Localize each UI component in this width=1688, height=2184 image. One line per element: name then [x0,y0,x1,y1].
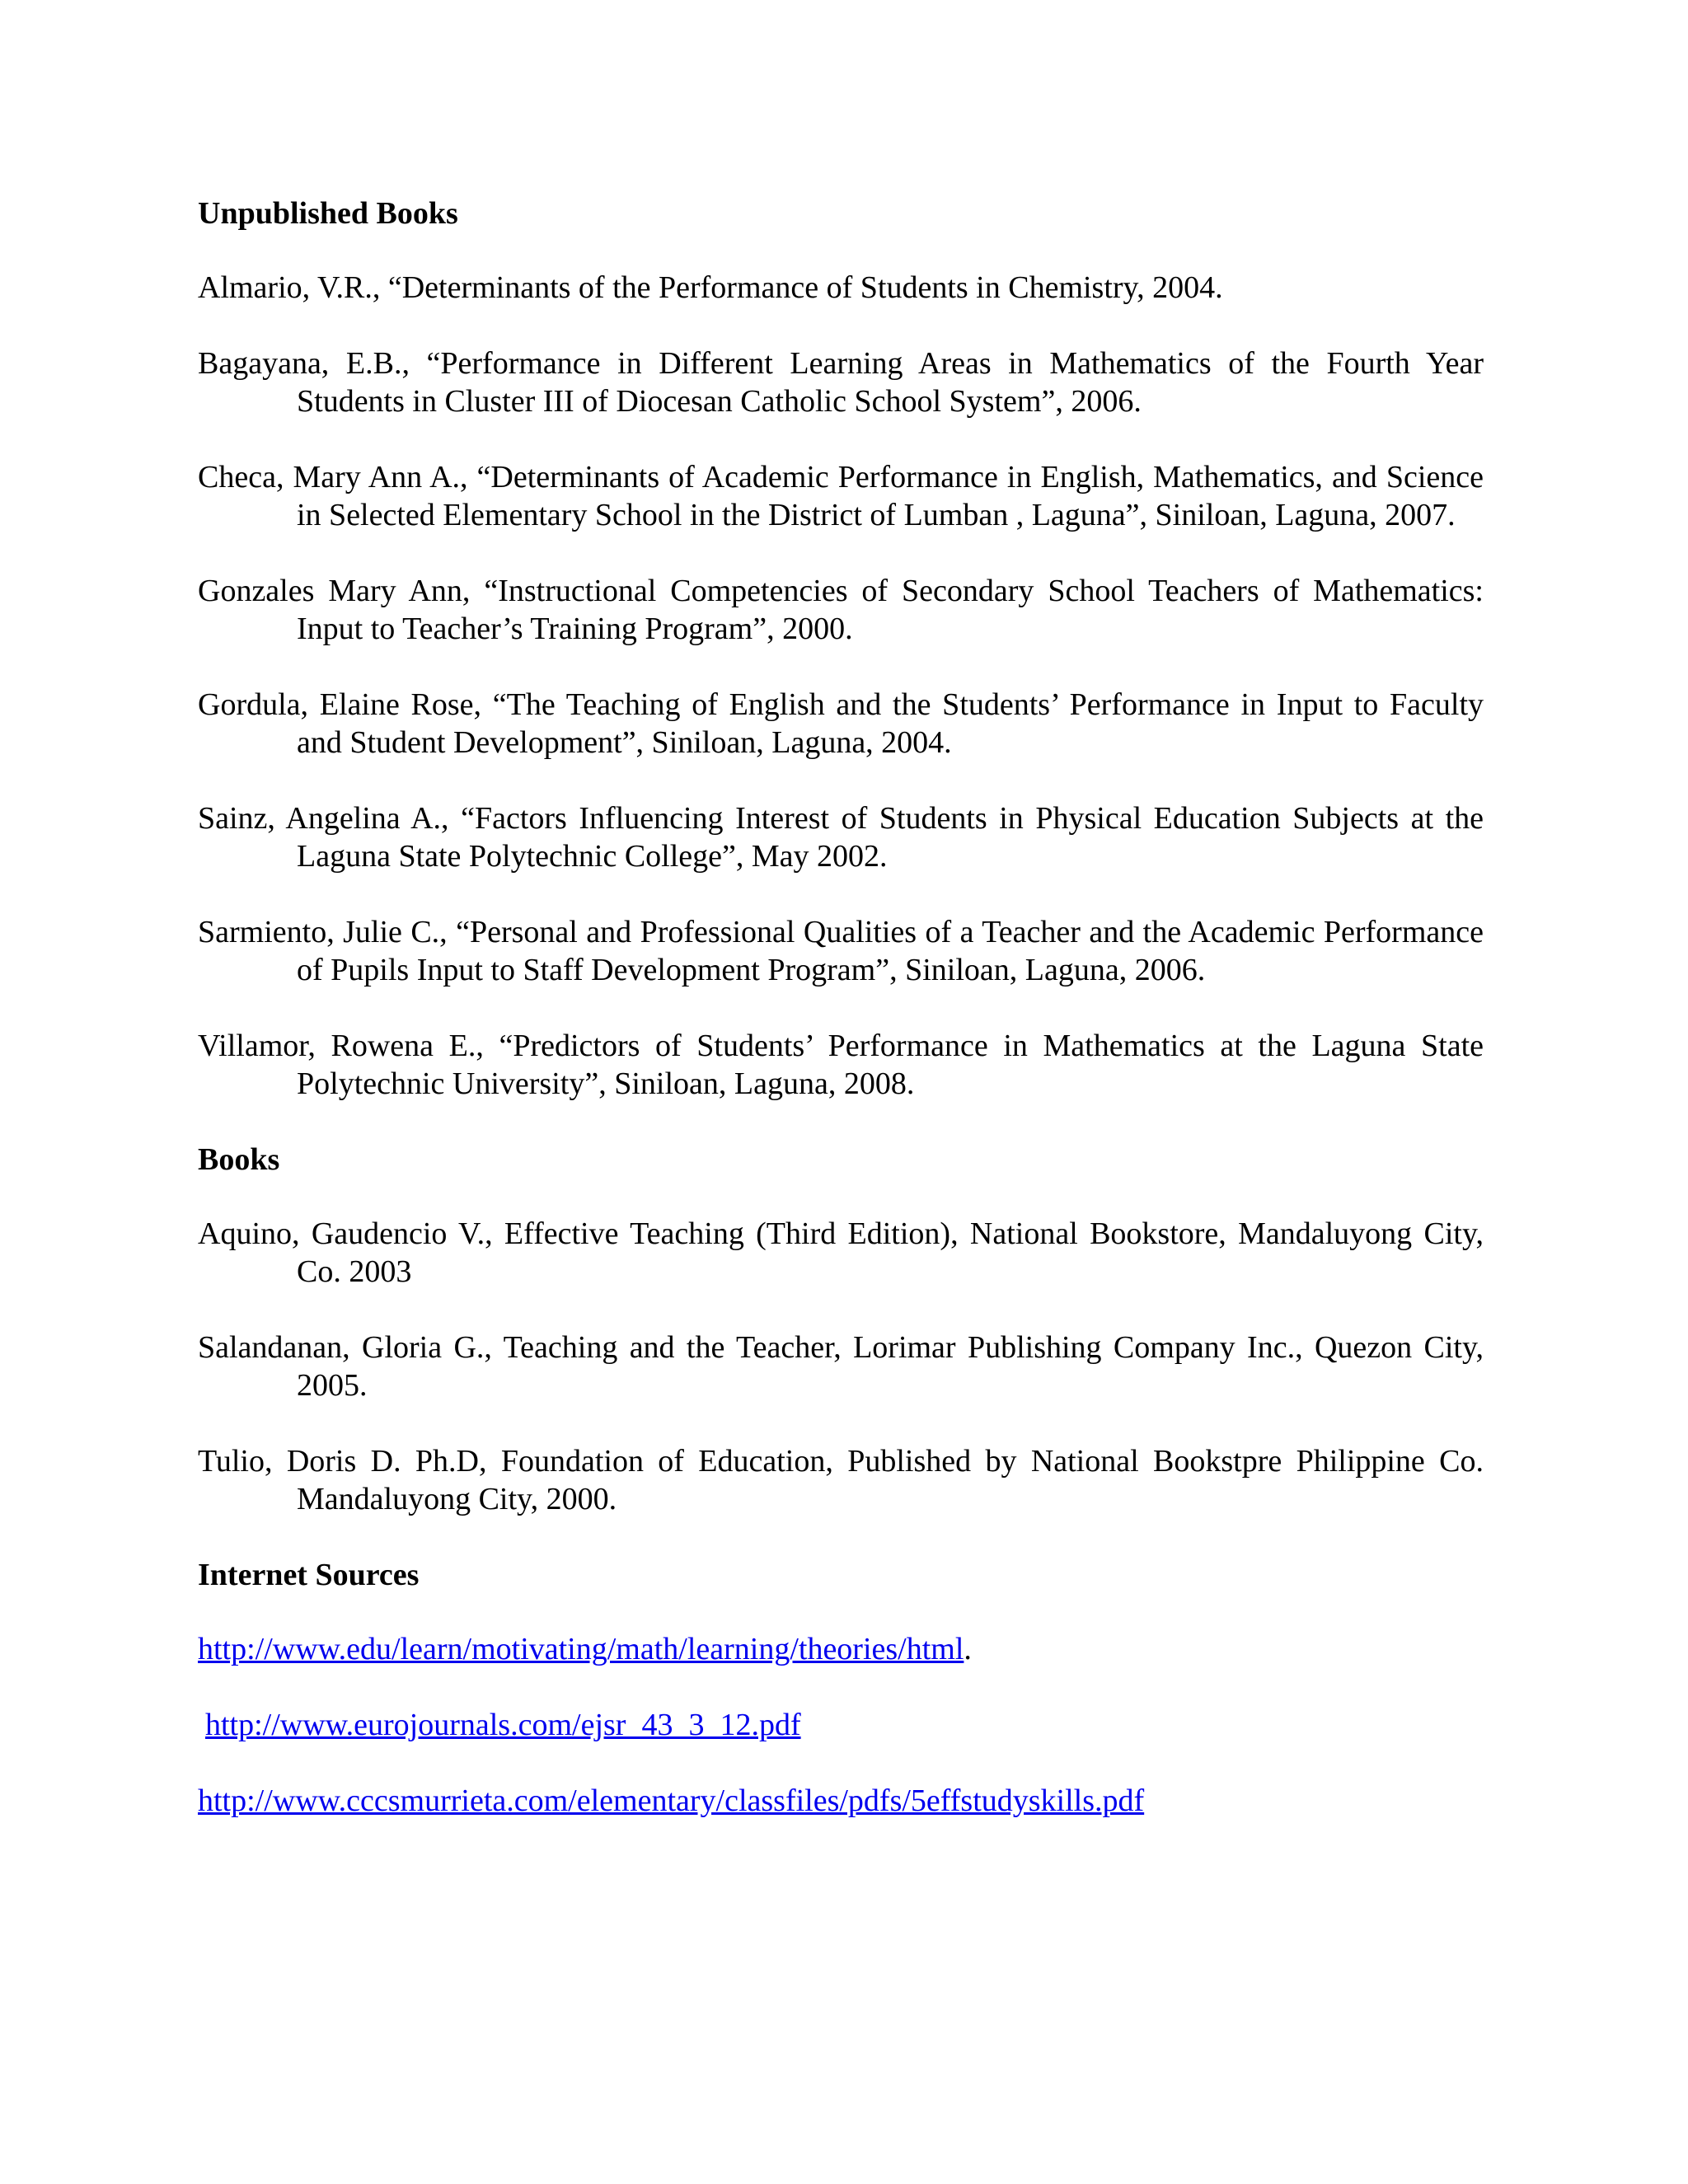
section-heading-internet-sources: Internet Sources [198,1558,420,1592]
unpublished-books-section [198,194,1484,1103]
section-heading-books: Books [198,1142,280,1177]
reference-entry: Bagayana, E.B., “Performance in Different Learning Areas in Mathematics of the Fourth Year Students in Cluster III of Diocesan Catholic School System”, 2006. [198,346,1484,419]
reference-entry: Gordula, Elaine Rose, “The Teaching of English and the Students’ Performance in Input to Faculty and Student Development”, Siniloan, Laguna, 2004. [198,687,1484,760]
document-page [198,194,1484,1858]
reference-entry: Sainz, Angelina A., “Factors Influencing Interest of Students in Physical Education Subjects at the Laguna State Polytechnic College”, May 2002. [198,801,1484,874]
internet-source-link[interactable]: http://www.eurojournals.com/ejsr_43_3_12.pdf [205,1708,801,1742]
link-line [198,1706,1484,1744]
reference-entry: Almario, V.R., “Determinants of the Performance of Students in Chemistry, 2004. [198,270,1223,305]
reference-entry: Gonzales Mary Ann, “Instructional Competencies of Secondary School Teachers of Mathematics: Input to Teacher’s Training Program”, 2000. [198,574,1484,646]
reference-entry: Villamor, Rowena E., “Predictors of Students’ Performance in Mathematics at the Laguna State Polytechnic University”, Siniloan, Laguna, 2008. [198,1029,1484,1101]
internet-source-link[interactable]: http://www.cccsmurrieta.com/elementary/classfiles/pdfs/5effstudyskills.pdf [198,1783,1145,1818]
internet-sources-section [198,1556,1484,1820]
internet-source-link[interactable]: http://www.edu/learn/motivating/math/learning/theories/html [198,1632,964,1666]
link-line [198,1782,1484,1820]
reference-entry: Aquino, Gaudencio V., Effective Teaching (Third Edition), National Bookstore, Mandaluyong City, Co. 2003 [198,1216,1484,1289]
reference-entry: Checa, Mary Ann A., “Determinants of Academic Performance in English, Mathematics, and Science in Selected Elementary School in the District of Lumban , Laguna”, Siniloan, Laguna, 2007. [198,460,1484,532]
section-heading-unpublished-books: Unpublished Books [198,196,458,231]
link-line [198,1630,1484,1668]
link-suffix: . [964,1632,972,1666]
reference-entry: Salandanan, Gloria G., Teaching and the Teacher, Lorimar Publishing Company Inc., Quezon City, 2005. [198,1330,1484,1403]
books-section [198,1141,1484,1518]
reference-entry: Tulio, Doris D. Ph.D, Foundation of Education, Published by National Bookstpre Philippine Co. Mandaluyong City, 2000. [198,1444,1484,1516]
reference-entry: Sarmiento, Julie C., “Personal and Professional Qualities of a Teacher and the Academic Performance of Pupils Input to Staff Development Program”, Siniloan, Laguna, 2006. [198,915,1484,987]
